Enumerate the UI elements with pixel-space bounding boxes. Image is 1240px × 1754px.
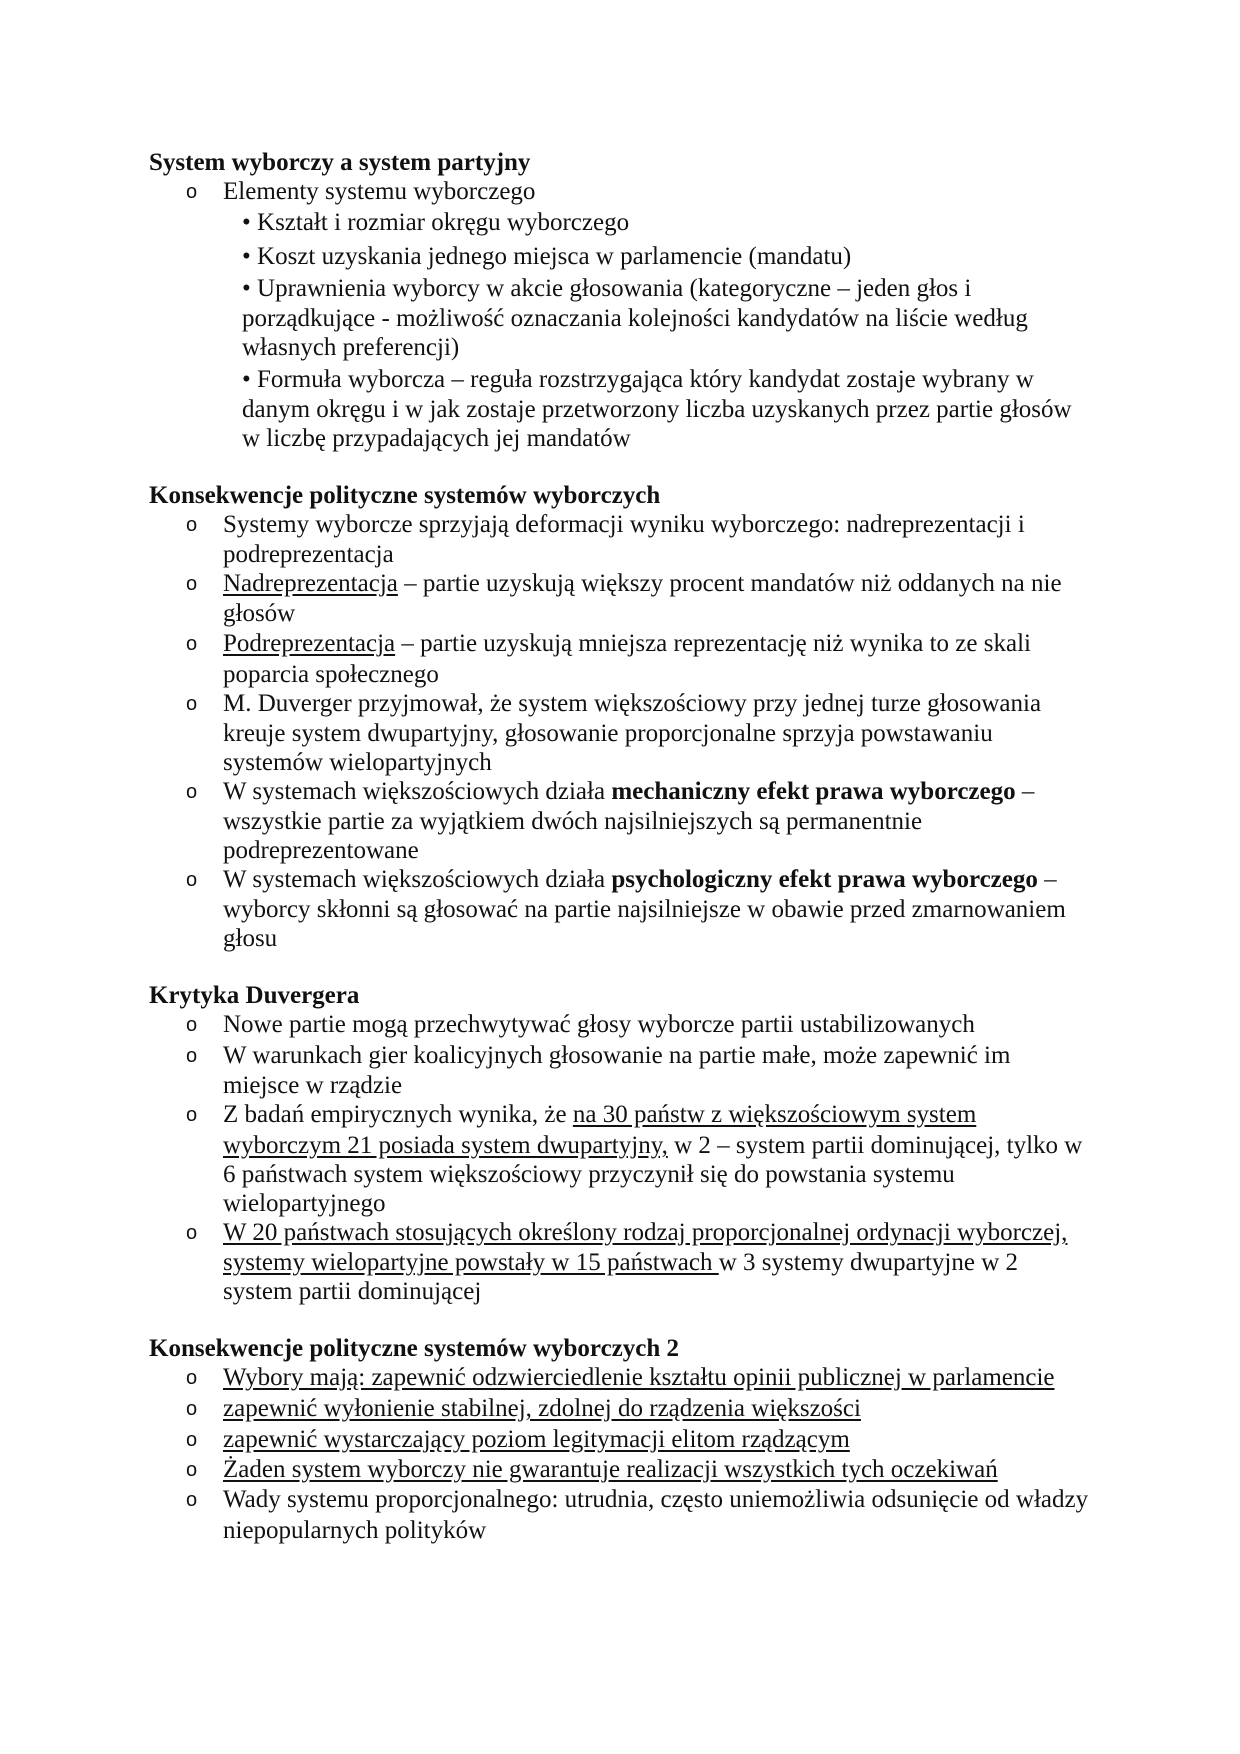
- list-marker-circle-icon: o: [186, 573, 198, 595]
- list-item-line: [242, 395, 1072, 425]
- text: Nowe partie mogą przechwytywać głosy wyborcze partii ustabilizowanych: [223, 1011, 975, 1038]
- underlined-text: Podreprezentacja: [223, 630, 396, 657]
- underlined-text: zapewnić wyłonienie stabilnej, zdolnej do rządzenia większości: [223, 1395, 861, 1422]
- text: systemów wielopartyjnych: [223, 749, 492, 776]
- underlined-text: Nadreprezentacja: [223, 570, 398, 597]
- list-item-line: [223, 1131, 1082, 1161]
- text: W warunkach gier koalicyjnych głosowanie na partie małe, może zapewnić im: [223, 1042, 1011, 1069]
- text: – partie uzyskują większy procent mandatów niż oddanych na nie: [397, 570, 1062, 597]
- list-item-line: [242, 208, 629, 238]
- bullet-icon: •: [242, 275, 251, 302]
- underlined-text: Żaden system wyborczy nie gwarantuje realizacji wszystkich tych oczekiwań: [223, 1456, 998, 1483]
- text: W systemach większościowych działa: [223, 866, 612, 893]
- list-marker-circle-icon: o: [186, 869, 198, 891]
- text: Kształt i rozmiar okręgu wyborczego: [257, 209, 630, 236]
- text: Uprawnienia wyborcy w akcie głosowania (kategoryczne – jeden głos i: [257, 275, 972, 302]
- list-item-line: [242, 365, 1034, 395]
- list-item-line: [242, 424, 631, 454]
- list-item-line: [223, 1455, 998, 1485]
- text: wszystkie partie za wyjątkiem dwóch najsilniejszych są permanentnie: [223, 808, 923, 835]
- list-item-line: [242, 274, 971, 304]
- list-item-line: [223, 689, 1041, 719]
- list-item-line: [223, 777, 1034, 807]
- list-item-line: [223, 1071, 402, 1101]
- text: wyborcy skłonni są głosować na partie najsilniejsze w obawie przed zmarnowaniem: [223, 896, 1066, 923]
- list-item-line: [223, 865, 1057, 895]
- text: wielopartyjnego: [223, 1190, 386, 1217]
- text: danym okręgu i w jak zostaje przetworzony liczba uzyskanych przez partie głosów: [242, 396, 1072, 423]
- list-item-line: [223, 510, 1025, 540]
- list-item-line: [242, 242, 851, 272]
- list-marker-circle-icon: o: [186, 514, 198, 536]
- text: Formuła wyborcza – reguła rozstrzygająca który kandydat zostaje wybrany w: [257, 366, 1034, 393]
- text: miejsce w rządzie: [223, 1072, 403, 1099]
- text: W systemach większościowych działa: [223, 778, 612, 805]
- list-item-line: [223, 719, 993, 749]
- text: w 3 systemy dwupartyjne w 2: [718, 1249, 1019, 1276]
- text: – partie uzyskują mniejsza reprezentację niż wynika to ze skali: [395, 630, 1031, 657]
- underlined-text: wyborczym 21 posiada system dwupartyjny,: [223, 1132, 668, 1159]
- list-marker-circle-icon: o: [186, 633, 198, 655]
- text: Koszt uzyskania jednego miejsca w parlamencie (mandatu): [257, 243, 852, 270]
- list-item-line: [242, 333, 459, 363]
- list-marker-circle-icon: o: [186, 1489, 198, 1511]
- text: głosów: [223, 600, 296, 627]
- list-item-line: [223, 177, 535, 207]
- list-marker-circle-icon: o: [186, 181, 198, 203]
- list-item-line: [223, 1189, 385, 1219]
- list-item-line: [223, 1041, 1010, 1071]
- text: w liczbę przypadających jej mandatów: [242, 425, 631, 452]
- text: głosu: [223, 925, 278, 952]
- list-marker-circle-icon: o: [186, 1398, 198, 1420]
- text: Elementy systemu wyborczego: [223, 178, 536, 205]
- list-item-line: [223, 1485, 1088, 1515]
- list-item-line: [223, 1394, 861, 1424]
- list-marker-circle-icon: o: [186, 1367, 198, 1389]
- list-marker-circle-icon: o: [186, 1014, 198, 1036]
- list-item-line: [223, 569, 1062, 599]
- list-item-line: [223, 1425, 850, 1455]
- list-item-line: [223, 1160, 955, 1190]
- text: M. Duverger przyjmował, że system większościowy przy jednej turze głosowania: [223, 690, 1042, 717]
- list-item-line: [223, 836, 419, 866]
- underlined-text: W 20 państwach stosujących określony rodzaj proporcjonalnej ordynacji wyborczej,: [223, 1219, 1068, 1246]
- list-item-line: [223, 1277, 481, 1307]
- list-item-line: [223, 1100, 976, 1130]
- list-marker-circle-icon: o: [186, 1045, 198, 1067]
- list-item-line: [223, 924, 277, 954]
- section-heading: Konsekwencje polityczne systemów wyborczych: [149, 482, 661, 509]
- underlined-text: Wybory mają: zapewnić odzwierciedlenie kształtu opinii publicznej w parlamencie: [223, 1364, 1055, 1391]
- text: Wady systemu proporcjonalnego: utrudnia, często uniemożliwia odsunięcie od władzy: [223, 1486, 1089, 1513]
- list-item-line: [223, 807, 922, 837]
- bullet-icon: •: [242, 243, 251, 270]
- list-marker-circle-icon: o: [186, 781, 198, 803]
- list-item-line: [223, 1010, 975, 1040]
- list-item-line: [223, 629, 1031, 659]
- bullet-icon: •: [242, 209, 251, 236]
- text: kreuje system dwupartyjny, głosowanie proporcjonalne sprzyja powstawaniu: [223, 720, 993, 747]
- text: –: [1037, 866, 1057, 893]
- text: niepopularnych polityków: [223, 1517, 487, 1544]
- list-marker-circle-icon: o: [186, 1459, 198, 1481]
- list-item-line: [223, 540, 394, 570]
- section-heading: Krytyka Duvergera: [149, 982, 360, 1009]
- text: w 2 – system partii dominującej, tylko w: [667, 1132, 1083, 1159]
- text: porządkujące - możliwość oznaczania kolejności kandydatów na liście według: [242, 305, 1028, 332]
- list-marker-circle-icon: o: [186, 1222, 198, 1244]
- bullet-icon: •: [242, 366, 251, 393]
- text: poparcia społecznego: [223, 661, 439, 688]
- underlined-text: zapewnić wystarczający poziom legitymacji elitom rządzącym: [223, 1426, 850, 1453]
- list-item-line: [223, 895, 1066, 925]
- bold-text: mechaniczny efekt prawa wyborczego: [611, 778, 1016, 805]
- list-marker-circle-icon: o: [186, 1429, 198, 1451]
- section-heading: Konsekwencje polityczne systemów wyborczych 2: [149, 1335, 680, 1362]
- list-marker-circle-icon: o: [186, 1104, 198, 1126]
- text: podreprezentacja: [223, 541, 394, 568]
- underlined-text: systemy wielopartyjne powstały w 15 państwach: [223, 1249, 719, 1276]
- list-item-line: [223, 1363, 1055, 1393]
- list-item-line: [242, 304, 1028, 334]
- text: –: [1015, 778, 1035, 805]
- text: Z badań empirycznych wynika, że: [223, 1101, 573, 1128]
- list-item-line: [223, 1248, 1018, 1278]
- text: system partii dominującej: [223, 1278, 482, 1305]
- list-item-line: [223, 1218, 1067, 1248]
- list-item-line: [223, 1516, 486, 1546]
- text: Systemy wyborcze sprzyjają deformacji wyniku wyborczego: nadreprezentacji i: [223, 511, 1025, 538]
- list-item-line: [223, 748, 492, 778]
- text: własnych preferencji): [242, 334, 460, 361]
- text: podreprezentowane: [223, 837, 419, 864]
- section-heading: System wyborczy a system partyjny: [149, 149, 531, 176]
- list-item-line: [223, 660, 439, 690]
- list-item-line: [223, 599, 295, 629]
- underlined-text: na 30 państw z większościowym system: [572, 1101, 977, 1128]
- bold-text: psychologiczny efekt prawa wyborczego: [611, 866, 1038, 893]
- list-marker-circle-icon: o: [186, 693, 198, 715]
- text: 6 państwach system większościowy przyczynił się do powstania systemu: [223, 1161, 955, 1188]
